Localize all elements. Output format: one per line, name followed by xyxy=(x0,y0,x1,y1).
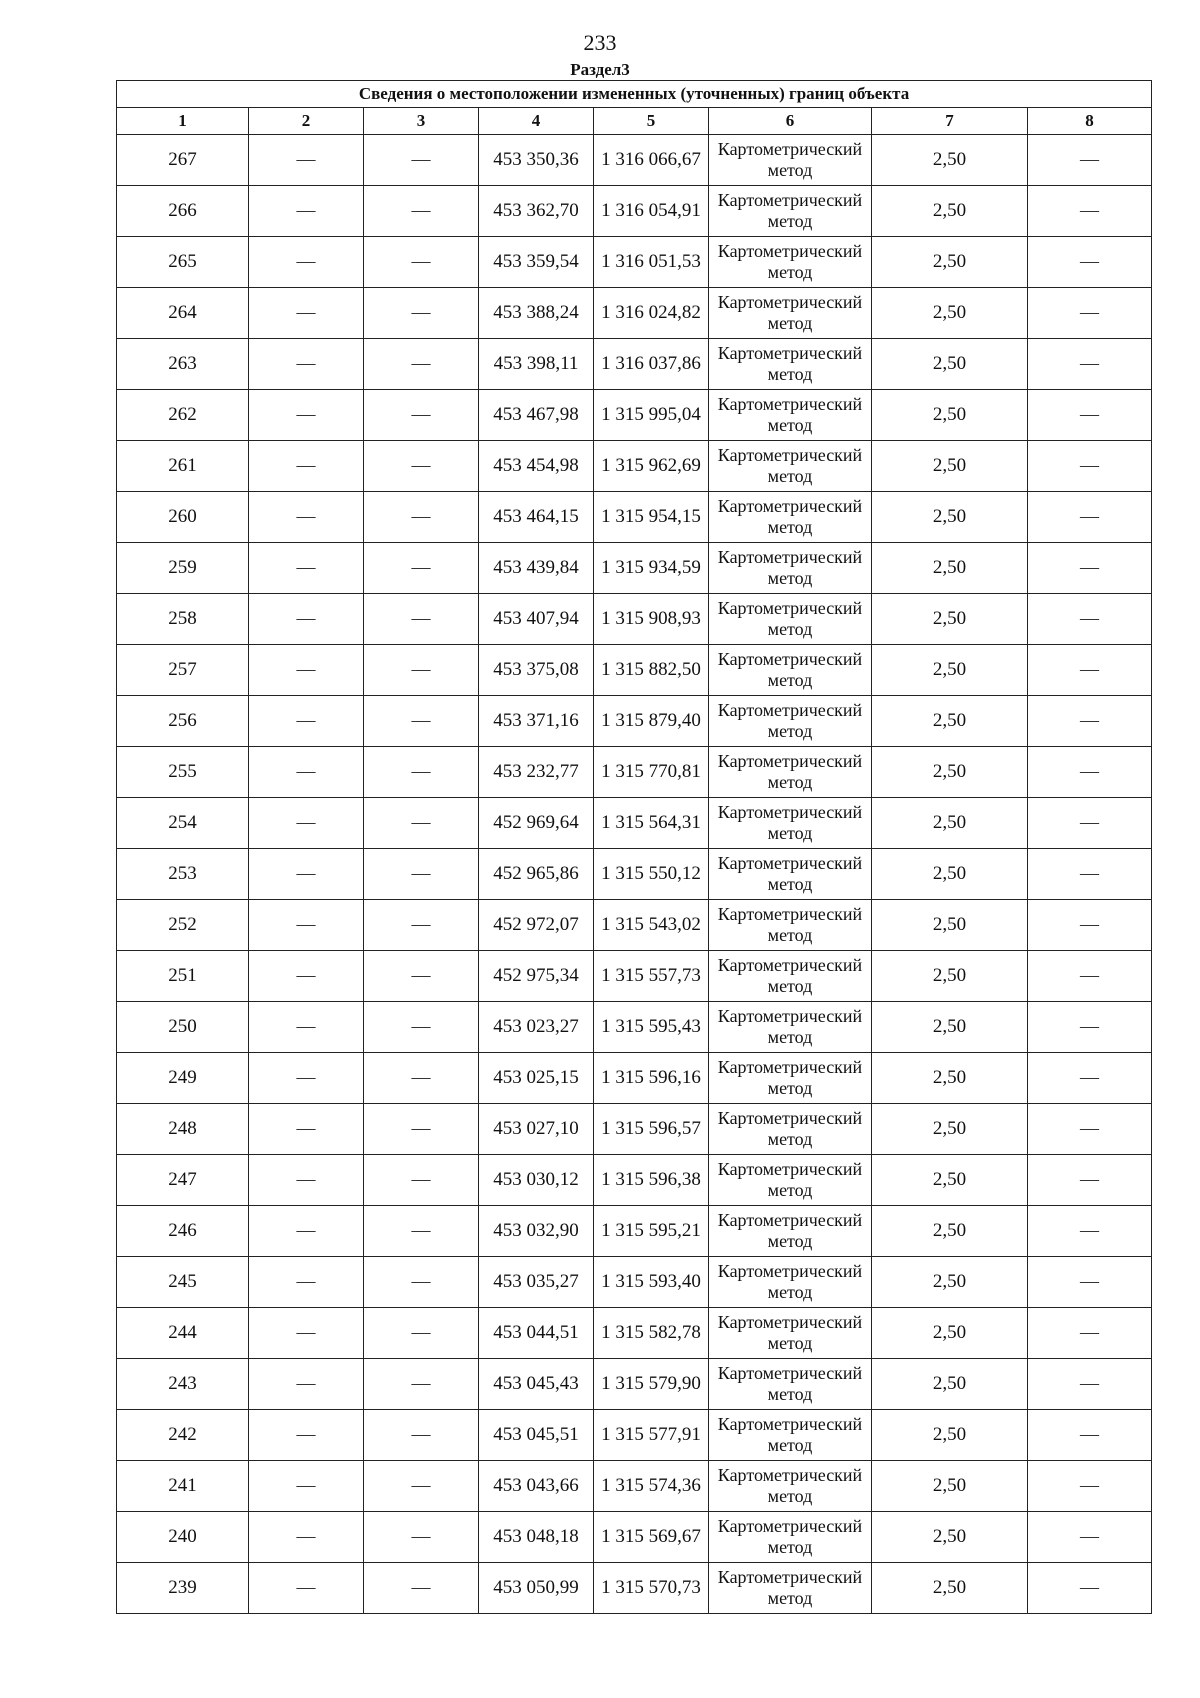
table-cell-col-5: 1 315 550,12 xyxy=(594,849,709,900)
table-cell-col-4: 452 972,07 xyxy=(479,900,594,951)
table-cell-col-6: Картометрический метод xyxy=(709,747,872,798)
table-cell-col-5: 1 315 596,38 xyxy=(594,1155,709,1206)
table-cell-col-8: — xyxy=(1028,390,1152,441)
table-cell-col-4: 452 965,86 xyxy=(479,849,594,900)
table-cell-col-8: — xyxy=(1028,900,1152,951)
table-cell-col-2: — xyxy=(249,1410,364,1461)
column-header-7: 7 xyxy=(872,108,1028,135)
table-cell-col-1: 261 xyxy=(117,441,249,492)
table-cell-col-1: 254 xyxy=(117,798,249,849)
table-cell-col-2: — xyxy=(249,288,364,339)
table-cell-col-6: Картометрический метод xyxy=(709,135,872,186)
table-cell-col-6: Картометрический метод xyxy=(709,951,872,1002)
table-cell-col-3: — xyxy=(364,288,479,339)
table-cell-col-2: — xyxy=(249,1053,364,1104)
table-cell-col-1: 265 xyxy=(117,237,249,288)
table-cell-col-7: 2,50 xyxy=(872,1308,1028,1359)
table-cell-col-8: — xyxy=(1028,747,1152,798)
table-cell-col-5: 1 316 054,91 xyxy=(594,186,709,237)
table-cell-col-1: 242 xyxy=(117,1410,249,1461)
table-cell-col-5: 1 316 066,67 xyxy=(594,135,709,186)
table-cell-col-6: Картометрический метод xyxy=(709,798,872,849)
table-cell-col-8: — xyxy=(1028,1053,1152,1104)
table-cell-col-5: 1 315 882,50 xyxy=(594,645,709,696)
table-cell-col-2: — xyxy=(249,135,364,186)
table-cell-col-5: 1 315 596,16 xyxy=(594,1053,709,1104)
table-cell-col-2: — xyxy=(249,645,364,696)
table-cell-col-3: — xyxy=(364,1053,479,1104)
table-row xyxy=(117,1104,1152,1155)
table-cell-col-4: 453 439,84 xyxy=(479,543,594,594)
table-cell-col-3: — xyxy=(364,135,479,186)
table-cell-col-6: Картометрический метод xyxy=(709,339,872,390)
column-header-5: 5 xyxy=(594,108,709,135)
table-cell-col-3: — xyxy=(364,1308,479,1359)
table-row xyxy=(117,237,1152,288)
table-cell-col-5: 1 315 593,40 xyxy=(594,1257,709,1308)
table-cell-col-3: — xyxy=(364,798,479,849)
table-row xyxy=(117,849,1152,900)
table-cell-col-8: — xyxy=(1028,492,1152,543)
table-row xyxy=(117,900,1152,951)
table-cell-col-4: 453 027,10 xyxy=(479,1104,594,1155)
table-row xyxy=(117,186,1152,237)
column-header-4: 4 xyxy=(479,108,594,135)
table-cell-col-3: — xyxy=(364,390,479,441)
table-cell-col-6: Картометрический метод xyxy=(709,288,872,339)
table-cell-col-3: — xyxy=(364,1410,479,1461)
table-cell-col-5: 1 315 954,15 xyxy=(594,492,709,543)
table-cell-col-6: Картометрический метод xyxy=(709,1461,872,1512)
table-cell-col-1: 257 xyxy=(117,645,249,696)
table-cell-col-5: 1 315 595,43 xyxy=(594,1002,709,1053)
table-cell-col-2: — xyxy=(249,798,364,849)
table-cell-col-8: — xyxy=(1028,1512,1152,1563)
table-cell-col-3: — xyxy=(364,492,479,543)
table-cell-col-2: — xyxy=(249,1002,364,1053)
table-cell-col-2: — xyxy=(249,951,364,1002)
table-cell-col-1: 259 xyxy=(117,543,249,594)
table-cell-col-1: 244 xyxy=(117,1308,249,1359)
boundary-coordinates-table xyxy=(116,80,1152,1614)
table-cell-col-3: — xyxy=(364,1512,479,1563)
table-cell-col-7: 2,50 xyxy=(872,186,1028,237)
table-cell-col-5: 1 315 582,78 xyxy=(594,1308,709,1359)
table-cell-col-6: Картометрический метод xyxy=(709,1206,872,1257)
table-cell-col-4: 453 375,08 xyxy=(479,645,594,696)
table-cell-col-3: — xyxy=(364,543,479,594)
table-cell-col-1: 264 xyxy=(117,288,249,339)
table-cell-col-6: Картометрический метод xyxy=(709,1563,872,1614)
table-cell-col-3: — xyxy=(364,339,479,390)
table-cell-col-7: 2,50 xyxy=(872,849,1028,900)
table-cell-col-7: 2,50 xyxy=(872,951,1028,1002)
table-cell-col-6: Картометрический метод xyxy=(709,900,872,951)
table-cell-col-4: 453 464,15 xyxy=(479,492,594,543)
table-row xyxy=(117,543,1152,594)
table-cell-col-8: — xyxy=(1028,1206,1152,1257)
table-cell-col-2: — xyxy=(249,1155,364,1206)
page-number: 233 xyxy=(583,30,617,55)
table-row xyxy=(117,339,1152,390)
table-cell-col-3: — xyxy=(364,645,479,696)
section-label: Раздел3 xyxy=(570,60,630,79)
table-cell-col-4: 453 362,70 xyxy=(479,186,594,237)
table-cell-col-6: Картометрический метод xyxy=(709,1155,872,1206)
table-cell-col-4: 453 030,12 xyxy=(479,1155,594,1206)
table-cell-col-2: — xyxy=(249,441,364,492)
table-cell-col-4: 453 388,24 xyxy=(479,288,594,339)
table-row xyxy=(117,1002,1152,1053)
table-cell-col-6: Картометрический метод xyxy=(709,1053,872,1104)
table-cell-col-7: 2,50 xyxy=(872,747,1028,798)
table-cell-col-8: — xyxy=(1028,1002,1152,1053)
table-cell-col-7: 2,50 xyxy=(872,645,1028,696)
table-cell-col-7: 2,50 xyxy=(872,1461,1028,1512)
table-cell-col-7: 2,50 xyxy=(872,1410,1028,1461)
table-row xyxy=(117,1461,1152,1512)
table-cell-col-4: 453 032,90 xyxy=(479,1206,594,1257)
table-cell-col-7: 2,50 xyxy=(872,543,1028,594)
table-cell-col-1: 248 xyxy=(117,1104,249,1155)
table-cell-col-4: 453 407,94 xyxy=(479,594,594,645)
table-cell-col-5: 1 315 879,40 xyxy=(594,696,709,747)
table-cell-col-3: — xyxy=(364,1359,479,1410)
table-cell-col-8: — xyxy=(1028,849,1152,900)
table-row xyxy=(117,1410,1152,1461)
table-cell-col-6: Картометрический метод xyxy=(709,543,872,594)
table-cell-col-1: 239 xyxy=(117,1563,249,1614)
table-cell-col-1: 255 xyxy=(117,747,249,798)
table-cell-col-4: 453 050,99 xyxy=(479,1563,594,1614)
table-cell-col-2: — xyxy=(249,1563,364,1614)
table-row xyxy=(117,594,1152,645)
table-cell-col-1: 250 xyxy=(117,1002,249,1053)
table-cell-col-1: 246 xyxy=(117,1206,249,1257)
table-cell-col-4: 452 969,64 xyxy=(479,798,594,849)
table-cell-col-3: — xyxy=(364,1002,479,1053)
table-cell-col-7: 2,50 xyxy=(872,1359,1028,1410)
table-cell-col-2: — xyxy=(249,543,364,594)
table-cell-col-2: — xyxy=(249,390,364,441)
table-cell-col-3: — xyxy=(364,747,479,798)
table-row xyxy=(117,1155,1152,1206)
table-cell-col-4: 453 035,27 xyxy=(479,1257,594,1308)
table-cell-col-6: Картометрический метод xyxy=(709,186,872,237)
table-cell-col-2: — xyxy=(249,696,364,747)
table-cell-col-5: 1 315 570,73 xyxy=(594,1563,709,1614)
table-cell-col-7: 2,50 xyxy=(872,1206,1028,1257)
table-cell-col-7: 2,50 xyxy=(872,492,1028,543)
table-row xyxy=(117,492,1152,543)
table-cell-col-8: — xyxy=(1028,237,1152,288)
table-cell-col-3: — xyxy=(364,594,479,645)
table-cell-col-8: — xyxy=(1028,1308,1152,1359)
table-cell-col-1: 262 xyxy=(117,390,249,441)
table-cell-col-7: 2,50 xyxy=(872,1512,1028,1563)
column-header-2: 2 xyxy=(249,108,364,135)
table-cell-col-7: 2,50 xyxy=(872,390,1028,441)
table-cell-col-7: 2,50 xyxy=(872,1053,1028,1104)
table-row xyxy=(117,441,1152,492)
table-cell-col-2: — xyxy=(249,492,364,543)
table-cell-col-5: 1 315 543,02 xyxy=(594,900,709,951)
table-cell-col-1: 253 xyxy=(117,849,249,900)
table-row xyxy=(117,798,1152,849)
table-cell-col-2: — xyxy=(249,594,364,645)
table-cell-col-7: 2,50 xyxy=(872,1104,1028,1155)
table-cell-col-1: 263 xyxy=(117,339,249,390)
column-header-3: 3 xyxy=(364,108,479,135)
table-cell-col-5: 1 315 557,73 xyxy=(594,951,709,1002)
table-cell-col-6: Картометрический метод xyxy=(709,849,872,900)
table-cell-col-8: — xyxy=(1028,288,1152,339)
table-cell-col-5: 1 315 564,31 xyxy=(594,798,709,849)
table-cell-col-2: — xyxy=(249,1359,364,1410)
table-cell-col-8: — xyxy=(1028,696,1152,747)
table-cell-col-1: 266 xyxy=(117,186,249,237)
table-cell-col-2: — xyxy=(249,1308,364,1359)
table-row xyxy=(117,288,1152,339)
table-cell-col-2: — xyxy=(249,900,364,951)
table-cell-col-4: 453 045,43 xyxy=(479,1359,594,1410)
table-cell-col-5: 1 315 595,21 xyxy=(594,1206,709,1257)
table-cell-col-7: 2,50 xyxy=(872,900,1028,951)
table-cell-col-4: 453 025,15 xyxy=(479,1053,594,1104)
table-cell-col-1: 241 xyxy=(117,1461,249,1512)
table-cell-col-3: — xyxy=(364,951,479,1002)
table-row xyxy=(117,1512,1152,1563)
table-row xyxy=(117,390,1152,441)
table-cell-col-7: 2,50 xyxy=(872,135,1028,186)
table-cell-col-5: 1 315 908,93 xyxy=(594,594,709,645)
table-cell-col-3: — xyxy=(364,696,479,747)
table-cell-col-2: — xyxy=(249,186,364,237)
table-row xyxy=(117,951,1152,1002)
table-cell-col-4: 453 467,98 xyxy=(479,390,594,441)
table-row xyxy=(117,696,1152,747)
table-cell-col-8: — xyxy=(1028,441,1152,492)
table-cell-col-5: 1 315 579,90 xyxy=(594,1359,709,1410)
table-cell-col-5: 1 315 934,59 xyxy=(594,543,709,594)
table-cell-col-1: 260 xyxy=(117,492,249,543)
table-cell-col-8: — xyxy=(1028,1461,1152,1512)
table-cell-col-3: — xyxy=(364,900,479,951)
table-cell-col-8: — xyxy=(1028,339,1152,390)
table-cell-col-7: 2,50 xyxy=(872,288,1028,339)
table-cell-col-1: 249 xyxy=(117,1053,249,1104)
table-cell-col-5: 1 316 051,53 xyxy=(594,237,709,288)
table-cell-col-6: Картометрический метод xyxy=(709,1002,872,1053)
table-cell-col-3: — xyxy=(364,1104,479,1155)
table-cell-col-4: 453 398,11 xyxy=(479,339,594,390)
table-cell-col-2: — xyxy=(249,747,364,798)
table-cell-col-6: Картометрический метод xyxy=(709,237,872,288)
table-cell-col-8: — xyxy=(1028,645,1152,696)
table-cell-col-3: — xyxy=(364,1461,479,1512)
table-cell-col-2: — xyxy=(249,339,364,390)
table-row xyxy=(117,135,1152,186)
table-cell-col-3: — xyxy=(364,1155,479,1206)
table-row xyxy=(117,1359,1152,1410)
table-cell-col-6: Картометрический метод xyxy=(709,492,872,543)
table-cell-col-6: Картометрический метод xyxy=(709,645,872,696)
table-cell-col-1: 252 xyxy=(117,900,249,951)
table-cell-col-2: — xyxy=(249,849,364,900)
table-cell-col-5: 1 315 569,67 xyxy=(594,1512,709,1563)
table-cell-col-2: — xyxy=(249,1512,364,1563)
table-row xyxy=(117,1563,1152,1614)
table-cell-col-6: Картометрический метод xyxy=(709,441,872,492)
table-cell-col-5: 1 315 574,36 xyxy=(594,1461,709,1512)
table-cell-col-6: Картометрический метод xyxy=(709,390,872,441)
table-cell-col-6: Картометрический метод xyxy=(709,1257,872,1308)
table-cell-col-4: 453 359,54 xyxy=(479,237,594,288)
table-cell-col-1: 243 xyxy=(117,1359,249,1410)
table-cell-col-7: 2,50 xyxy=(872,798,1028,849)
table-cell-col-5: 1 315 577,91 xyxy=(594,1410,709,1461)
table-cell-col-8: — xyxy=(1028,1563,1152,1614)
table-cell-col-2: — xyxy=(249,1206,364,1257)
table-cell-col-4: 453 045,51 xyxy=(479,1410,594,1461)
table-cell-col-1: 258 xyxy=(117,594,249,645)
table-cell-col-1: 247 xyxy=(117,1155,249,1206)
table-cell-col-8: — xyxy=(1028,1257,1152,1308)
table-cell-col-4: 453 043,66 xyxy=(479,1461,594,1512)
table-cell-col-8: — xyxy=(1028,1359,1152,1410)
table-cell-col-5: 1 315 995,04 xyxy=(594,390,709,441)
table-cell-col-5: 1 315 596,57 xyxy=(594,1104,709,1155)
table-row xyxy=(117,645,1152,696)
table-cell-col-3: — xyxy=(364,1257,479,1308)
table-cell-col-1: 245 xyxy=(117,1257,249,1308)
table-cell-col-8: — xyxy=(1028,594,1152,645)
table-cell-col-8: — xyxy=(1028,186,1152,237)
table-cell-col-1: 240 xyxy=(117,1512,249,1563)
table-title: Сведения о местоположении измененных (уточненных) границ объекта xyxy=(117,81,1152,108)
table-cell-col-3: — xyxy=(364,1206,479,1257)
table-cell-col-3: — xyxy=(364,441,479,492)
table-cell-col-7: 2,50 xyxy=(872,696,1028,747)
table-row xyxy=(117,1308,1152,1359)
table-cell-col-6: Картометрический метод xyxy=(709,594,872,645)
table-cell-col-3: — xyxy=(364,237,479,288)
table-cell-col-8: — xyxy=(1028,798,1152,849)
table-cell-col-1: 251 xyxy=(117,951,249,1002)
table-row xyxy=(117,747,1152,798)
table-cell-col-1: 256 xyxy=(117,696,249,747)
table-cell-col-3: — xyxy=(364,849,479,900)
table-cell-col-7: 2,50 xyxy=(872,1002,1028,1053)
table-cell-col-3: — xyxy=(364,186,479,237)
table-cell-col-6: Картометрический метод xyxy=(709,696,872,747)
table-cell-col-7: 2,50 xyxy=(872,1155,1028,1206)
table-cell-col-4: 453 371,16 xyxy=(479,696,594,747)
table-cell-col-7: 2,50 xyxy=(872,441,1028,492)
table-cell-col-7: 2,50 xyxy=(872,1257,1028,1308)
table-cell-col-4: 453 350,36 xyxy=(479,135,594,186)
table-cell-col-4: 453 044,51 xyxy=(479,1308,594,1359)
table-cell-col-4: 453 454,98 xyxy=(479,441,594,492)
table-cell-col-5: 1 315 770,81 xyxy=(594,747,709,798)
table-row xyxy=(117,1053,1152,1104)
table-cell-col-1: 267 xyxy=(117,135,249,186)
table-row xyxy=(117,1206,1152,1257)
table-cell-col-8: — xyxy=(1028,135,1152,186)
table-row xyxy=(117,1257,1152,1308)
table-cell-col-5: 1 316 024,82 xyxy=(594,288,709,339)
table-cell-col-8: — xyxy=(1028,1410,1152,1461)
table-cell-col-2: — xyxy=(249,1104,364,1155)
table-cell-col-6: Картометрический метод xyxy=(709,1308,872,1359)
table-cell-col-2: — xyxy=(249,1257,364,1308)
table-cell-col-8: — xyxy=(1028,543,1152,594)
table-cell-col-8: — xyxy=(1028,1104,1152,1155)
table-cell-col-8: — xyxy=(1028,1155,1152,1206)
table-cell-col-2: — xyxy=(249,1461,364,1512)
table-cell-col-7: 2,50 xyxy=(872,594,1028,645)
table-cell-col-4: 452 975,34 xyxy=(479,951,594,1002)
table-cell-col-7: 2,50 xyxy=(872,1563,1028,1614)
table-cell-col-4: 453 023,27 xyxy=(479,1002,594,1053)
table-cell-col-6: Картометрический метод xyxy=(709,1104,872,1155)
table-cell-col-3: — xyxy=(364,1563,479,1614)
table-cell-col-7: 2,50 xyxy=(872,339,1028,390)
table-cell-col-6: Картометрический метод xyxy=(709,1359,872,1410)
table-cell-col-7: 2,50 xyxy=(872,237,1028,288)
table-cell-col-8: — xyxy=(1028,951,1152,1002)
table-cell-col-4: 453 232,77 xyxy=(479,747,594,798)
table-cell-col-2: — xyxy=(249,237,364,288)
table-cell-col-6: Картометрический метод xyxy=(709,1410,872,1461)
column-header-1: 1 xyxy=(117,108,249,135)
table-cell-col-4: 453 048,18 xyxy=(479,1512,594,1563)
table-cell-col-5: 1 316 037,86 xyxy=(594,339,709,390)
column-header-6: 6 xyxy=(709,108,872,135)
table-cell-col-5: 1 315 962,69 xyxy=(594,441,709,492)
column-header-8: 8 xyxy=(1028,108,1152,135)
table-cell-col-6: Картометрический метод xyxy=(709,1512,872,1563)
